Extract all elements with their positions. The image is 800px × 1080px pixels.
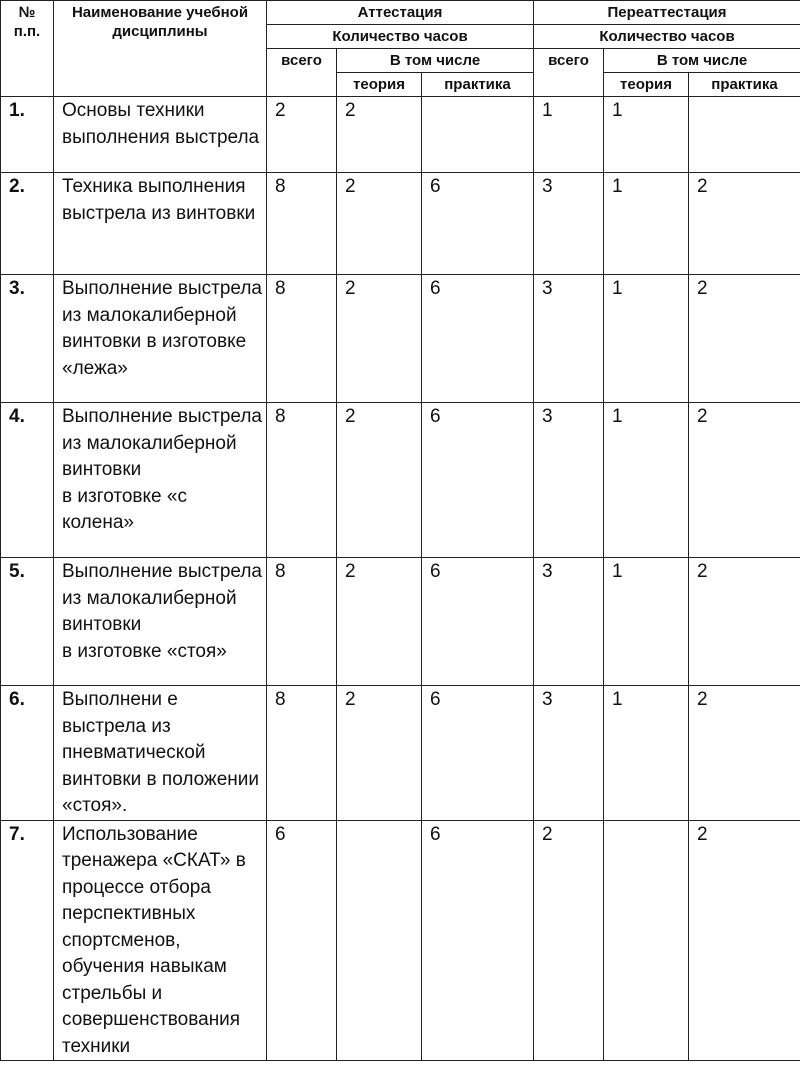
reattestation-total: 3 [534, 173, 604, 275]
discipline-name: Использование тренажера «СКАТ» в процессе отбора перспективных спортсменов, обучения навыкам стрельбы и совершенствования техники [54, 820, 267, 1061]
reattestation-theory: 1 [604, 173, 689, 275]
row-number: 6. [1, 686, 54, 821]
attestation-theory: 2 [337, 403, 422, 558]
table-row [1, 97, 800, 173]
discipline-name: Техника выполнения выстрела из винтовки [54, 173, 267, 275]
reattestation-practice: 2 [689, 275, 800, 403]
table-row [1, 686, 800, 821]
attestation-theory [337, 820, 422, 1061]
header-attestation-including: В том числе [337, 49, 534, 73]
attestation-practice: 6 [422, 686, 534, 821]
attestation-theory: 2 [337, 173, 422, 275]
attestation-total: 2 [267, 97, 337, 173]
reattestation-total: 3 [534, 558, 604, 686]
header-reattestation-total: всего [534, 49, 604, 97]
reattestation-total: 2 [534, 820, 604, 1061]
reattestation-total: 3 [534, 686, 604, 821]
reattestation-practice: 2 [689, 403, 800, 558]
reattestation-theory: 1 [604, 686, 689, 821]
reattestation-total: 3 [534, 275, 604, 403]
attestation-practice: 6 [422, 173, 534, 275]
header-reattestation-theory: теория [604, 73, 689, 97]
header-reattestation-including: В том числе [604, 49, 800, 73]
header-reattestation-hours: Количество часов [534, 25, 800, 49]
attestation-total: 8 [267, 173, 337, 275]
reattestation-practice: 2 [689, 173, 800, 275]
row-number: 2. [1, 173, 54, 275]
attestation-theory: 2 [337, 558, 422, 686]
table-row [1, 820, 800, 1061]
reattestation-practice: 2 [689, 558, 800, 686]
row-number: 5. [1, 558, 54, 686]
table-row [1, 403, 800, 558]
attestation-practice: 6 [422, 275, 534, 403]
attestation-total: 8 [267, 558, 337, 686]
attestation-theory: 2 [337, 97, 422, 173]
header-attestation-hours: Количество часов [267, 25, 534, 49]
header-reattestation-practice: практика [689, 73, 800, 97]
attestation-practice: 6 [422, 558, 534, 686]
attestation-practice: 6 [422, 403, 534, 558]
row-number: 7. [1, 820, 54, 1061]
reattestation-theory [604, 820, 689, 1061]
header-attestation-practice: практика [422, 73, 534, 97]
header-attestation-theory: теория [337, 73, 422, 97]
discipline-name: Выполнение выстрела из малокалиберной винтовки в изготовке «с колена» [54, 403, 267, 558]
attestation-theory: 2 [337, 686, 422, 821]
header-num: № п.п. [1, 1, 54, 97]
table-row [1, 275, 800, 403]
table-row [1, 558, 800, 686]
reattestation-theory: 1 [604, 558, 689, 686]
table-row [1, 173, 800, 275]
reattestation-practice: 2 [689, 686, 800, 821]
row-number: 1. [1, 97, 54, 173]
reattestation-theory: 1 [604, 403, 689, 558]
reattestation-practice [689, 97, 800, 173]
header-attestation: Аттестация [267, 1, 534, 25]
discipline-name: Выполнение выстрела из малокалиберной винтовки в изготовке «стоя» [54, 558, 267, 686]
row-number: 4. [1, 403, 54, 558]
reattestation-theory: 1 [604, 97, 689, 173]
header-attestation-total: всего [267, 49, 337, 97]
reattestation-practice: 2 [689, 820, 800, 1061]
attestation-total: 8 [267, 686, 337, 821]
reattestation-theory: 1 [604, 275, 689, 403]
attestation-total: 6 [267, 820, 337, 1061]
row-number: 3. [1, 275, 54, 403]
attestation-theory: 2 [337, 275, 422, 403]
header-reattestation: Переаттестация [534, 1, 800, 25]
discipline-name: Выполнение выстрела из малокалиберной винтовки в изготовке «лежа» [54, 275, 267, 403]
reattestation-total: 1 [534, 97, 604, 173]
header-discipline-name: Наименование учебной дисциплины [54, 1, 267, 97]
attestation-practice [422, 97, 534, 173]
attestation-total: 8 [267, 275, 337, 403]
discipline-name: Выполнени е выстрела из пневматической винтовки в положении «стоя». [54, 686, 267, 821]
attestation-total: 8 [267, 403, 337, 558]
reattestation-total: 3 [534, 403, 604, 558]
attestation-practice: 6 [422, 820, 534, 1061]
discipline-name: Основы техники выполнения выстрела [54, 97, 267, 173]
